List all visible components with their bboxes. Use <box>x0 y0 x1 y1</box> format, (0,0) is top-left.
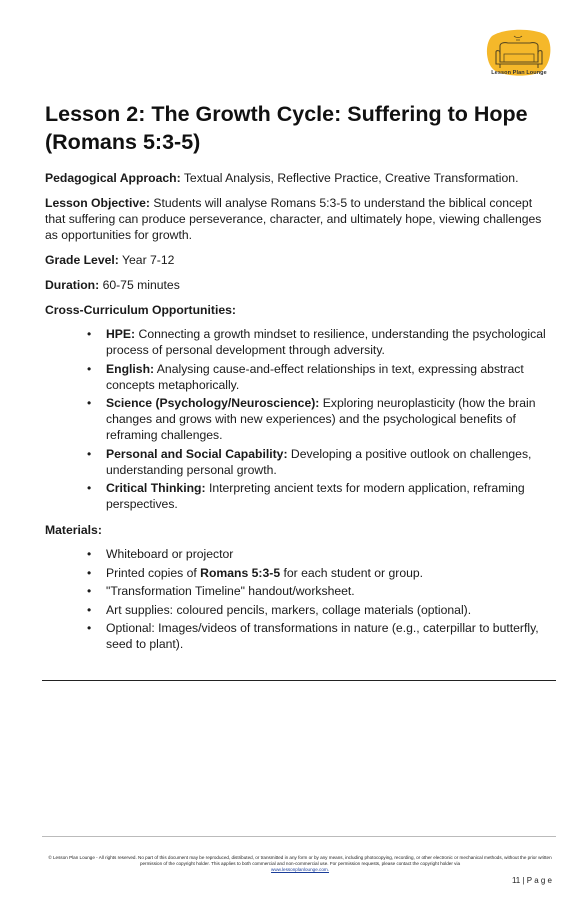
website-link[interactable]: www.lessonplanlounge.com. <box>271 867 329 872</box>
item-text: Interpreting ancient texts for modern application, reframing perspectives. <box>106 481 525 511</box>
item-text: Printed copies of <box>106 565 201 580</box>
item-text: "Transformation Timeline" handout/worksheet. <box>106 584 355 598</box>
footer-divider <box>42 836 556 837</box>
pedagogical-approach-label: Pedagogical Approach: <box>45 171 181 185</box>
duration <box>45 277 555 293</box>
list-item <box>106 546 555 562</box>
item-text: Whiteboard or projector <box>106 547 234 561</box>
list-item <box>106 583 555 599</box>
cross-curriculum-heading: Cross-Curriculum Opportunities: <box>45 303 236 317</box>
grade-level <box>45 252 555 268</box>
item-label: Personal and Social Capability: <box>106 446 288 461</box>
list-item <box>106 361 555 393</box>
list-item <box>106 326 555 358</box>
list-item <box>106 446 555 478</box>
section-divider <box>42 680 556 681</box>
list-item <box>106 480 555 512</box>
pedagogical-approach-value: Textual Analysis, Reflective Practice, Creative Transformation. <box>183 171 519 185</box>
lesson-title: Lesson 2: The Growth Cycle: Suffering to Hope (Romans 5:3-5) <box>45 102 528 154</box>
copyright-text: © Lesson Plan Lounge - All rights reserved. No part of this document may be reproduced, distributed, or transmitted in any form or by any means, including photocopying, recording, or other electronic or mechanical methods, without the prior written permission of the copyright holder. This applies to both commercial and non-commercial use. For permission requests, please contact the copyright holder via <box>48 855 552 866</box>
lesson-objective-value: Students will analyse Romans 5:3-5 to understand the biblical concept that suffering can produce perseverance, character, and ultimately hope, viewing challenges as opportunities for growth. <box>45 196 542 242</box>
list-item <box>106 620 555 652</box>
lesson-content <box>45 100 555 662</box>
item-text: Analysing cause-and-effect relationships in text, expressing abstract concepts metaphorically. <box>106 361 524 392</box>
item-text: Developing a positive outlook on challenges, understanding personal growth. <box>106 446 532 477</box>
item-bold-text: Romans 5:3-5 <box>200 565 281 580</box>
item-label: English: <box>106 361 155 376</box>
list-item <box>106 602 555 618</box>
materials-list <box>45 546 555 652</box>
item-label: HPE: <box>106 327 136 341</box>
materials-heading: Materials: <box>45 523 102 537</box>
logo-text: Lesson Plan Lounge <box>491 70 547 76</box>
item-text: Connecting a growth mindset to resilience, understanding the psychological process of personal development through adversity. <box>106 327 546 357</box>
grade-level-label: Grade Level: <box>45 253 119 267</box>
item-text: Optional: Images/videos of transformations in nature (e.g., caterpillar to butterfly, seed to plant). <box>106 621 539 651</box>
item-label: Science (Psychology/Neuroscience): <box>106 396 320 410</box>
item-text-end: for each student or group. <box>280 565 424 580</box>
lesson-objective-label: Lesson Objective: <box>45 196 150 210</box>
lesson-objective <box>45 195 555 243</box>
duration-value: 60-75 minutes <box>102 278 180 292</box>
list-item <box>106 565 555 581</box>
item-label: Critical Thinking: <box>106 481 206 495</box>
grade-level-value: Year 7-12 <box>122 253 175 267</box>
pedagogical-approach <box>45 170 555 186</box>
list-item <box>106 395 555 443</box>
item-text: Art supplies: coloured pencils, markers, collage materials (optional). <box>106 602 472 617</box>
duration-label: Duration: <box>45 278 100 292</box>
page-number: 11 | P a g e <box>511 876 552 885</box>
item-text: Exploring neuroplasticity (how the brain changes and grows with new experiences) and the psychological benefits of reframing challenges. <box>106 396 536 442</box>
cross-curriculum-list <box>45 326 555 512</box>
copyright-notice <box>45 855 555 873</box>
